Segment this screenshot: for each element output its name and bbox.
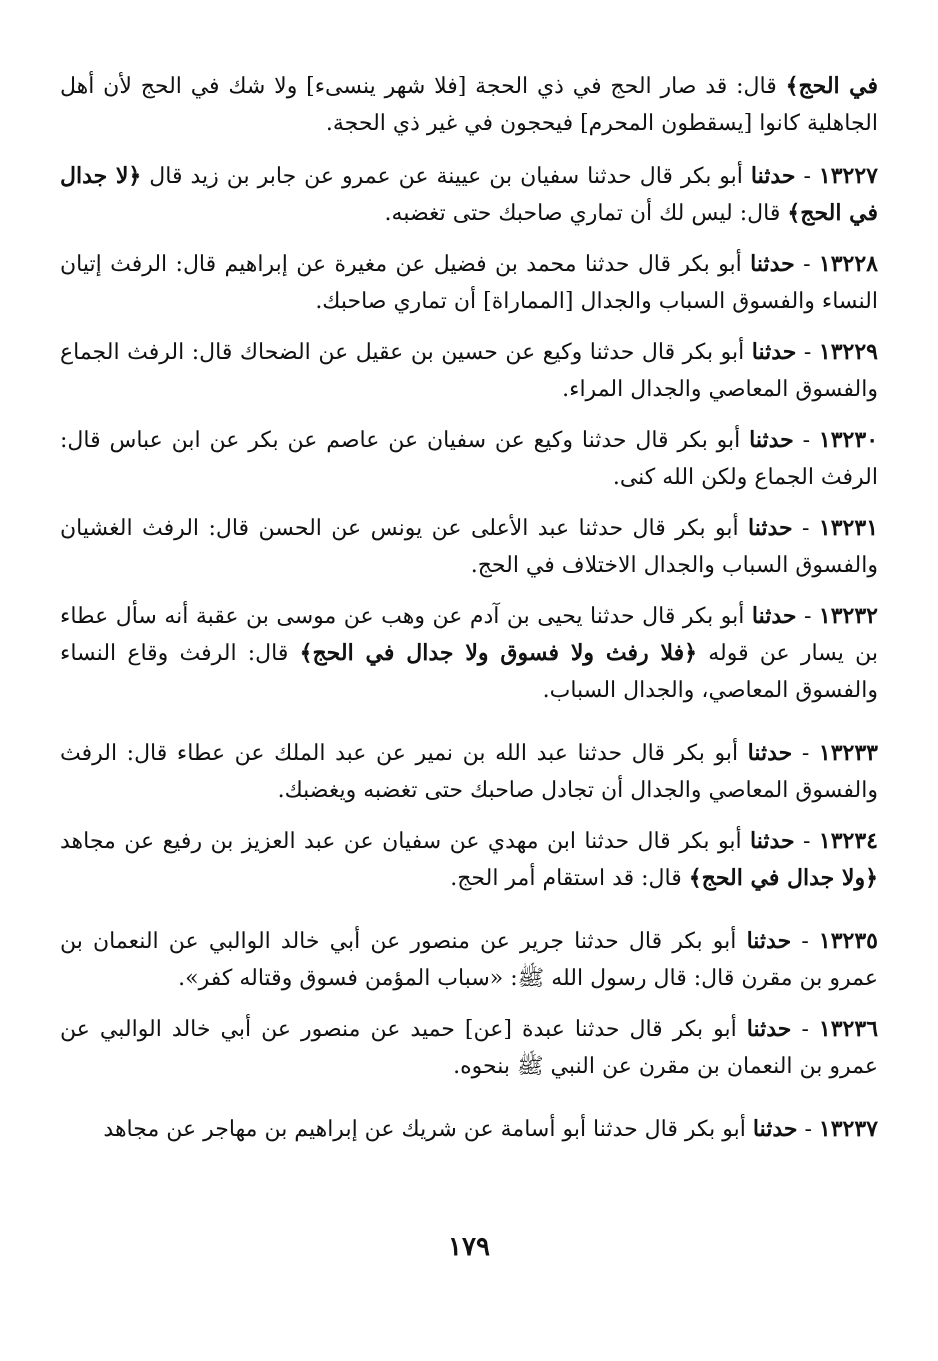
hadith-text: أبو بكر قال حدثنا سفيان بن عيينة عن عمرو عن جابر بن زيد قال (141, 164, 751, 189)
hadith-entry: ١٣٢٣١ - حدثنا أبو بكر قال حدثنا عبد الأعلى عن يونس عن الحسن قال: الرفث الغشيان والفسوق السباب والجدال الاختلاف في الحج. (60, 515, 879, 578)
hadith-text: قال: الرفث وقاع النساء والفسوق المعاصي، والجدال السباب. (60, 641, 878, 703)
hadith-number: ١٣٢٢٧ (818, 163, 878, 189)
hadith-entry: ١٣٢٢٨ - حدثنا أبو بكر قال حدثنا محمد بن فضيل عن مغيرة عن إبراهيم قال: الرفث إتيان النساء والفسوق السباب والجدال [المماراة] أن تماري صاحبك. (60, 251, 878, 314)
hadith-text: أبو بكر قال حدثنا عبد الله بن نمير عن عبد الملك عن عطاء قال: الرفث والفسوق المعاصي والجدال أن تجادل صاحبك حتى تغضبه ويغضبك. (60, 741, 878, 803)
hadith-lead: حدثنا (746, 928, 792, 954)
hadith-text: أبو بكر قال حدثنا وكيع عن حسين بن عقيل عن الضحاك قال: الرفث الجماع والفسوق المعاصي والجدال المراء. (60, 340, 878, 402)
hadith-lead: حدثنا (749, 828, 795, 854)
hadith-text: أبو بكر قال حدثنا وكيع عن سفيان عن عاصم عن بكر عن ابن عباس قال: الرفث الجماع ولكن الله كنى. (60, 428, 878, 490)
hadith-number: ١٣٢٢٩ (818, 339, 878, 365)
hadith-entry: ١٣٢٣٤ - حدثنا أبو بكر قال حدثنا ابن مهدي عن سفيان عن عبد العزيز بن رفيع عن مجاهد ﴿ولا جدال في الحج﴾ قال: قد استقام أمر الحج. (60, 828, 878, 891)
hadith-number: ١٣٢٣٧ (818, 1116, 878, 1142)
hadith-lead: حدثنا (747, 740, 793, 766)
hadith-number: ١٣٢٣٥ (818, 928, 878, 954)
hadith-text: أبو بكر قال حدثنا يحيى بن آدم عن وهب عن موسى بن عقبة أنه سأل عطاء بن يسار عن قوله (60, 604, 878, 666)
hadith-lead: حدثنا (750, 163, 796, 189)
hadith-text: أبو بكر قال حدثنا جرير عن منصور عن أبي خالد الوالبي عن النعمان بن عمرو بن مقرن قال: قال رسول الله ﷺ: «سباب المؤمن فسوق وقتاله كفر». (60, 929, 878, 991)
opening-paragraph (60, 68, 878, 142)
hadith-entry: ١٣٢٣٧ - حدثنا أبو بكر قال حدثنا أبو أسامة عن شريك عن إبراهيم بن مهاجر عن مجاهد (103, 1116, 878, 1142)
quran-quote: ﴿لا جدال في الحج﴾ (60, 163, 878, 226)
page-body (60, 68, 878, 1162)
hadith-number: ١٣٢٣٠ (818, 427, 879, 453)
hadith-lead: حدثنا (752, 1116, 798, 1142)
hadith-text: أبو بكر قال حدثنا عبد الأعلى عن يونس عن الحسن قال: الرفث الغشيان والفسوق السباب والجدال الاختلاف في الحج. (60, 516, 878, 578)
hadith-text: أبو بكر قال حدثنا محمد بن فضيل عن مغيرة عن إبراهيم قال: الرفث إتيان النساء والفسوق السباب والجدال [المماراة] أن تماري صاحبك. (60, 252, 878, 314)
hadith-number: ١٣٢٣١ (818, 515, 879, 541)
hadith-text: قال: ليس لك أن تماري صاحبك حتى تغضبه. (384, 201, 788, 226)
hadith-number: ١٣٢٣٣ (818, 740, 878, 766)
hadith-entry: ١٣٢٣٥ - حدثنا أبو بكر قال حدثنا جرير عن منصور عن أبي خالد الوالبي عن النعمان بن عمرو بن مقرن قال: قال رسول الله ﷺ: «سباب المؤمن فسوق وقتاله كفر». (60, 928, 878, 991)
hadith-text: أبو بكر قال حدثنا أبو أسامة عن شريك عن إبراهيم بن مهاجر عن مجاهد (103, 1117, 753, 1142)
hadith-entry: ١٣٢٣٦ - حدثنا أبو بكر قال حدثنا عبدة [عن] حميد عن منصور عن أبي خالد الوالبي عن عمرو بن النعمان بن مقرن عن النبي ﷺ بنحوه. (60, 1016, 879, 1079)
hadith-number: ١٣٢٣٤ (818, 828, 878, 854)
quran-quote: ﴿ولا جدال في الحج﴾ (688, 865, 878, 891)
hadith-number: ١٣٢٢٨ (818, 251, 878, 277)
hadith-lead: حدثنا (749, 427, 794, 453)
hadith-entry: ١٣٢٣٢ - حدثنا أبو بكر قال حدثنا يحيى بن آدم عن وهب عن موسى بن عقبة أنه سأل عطاء بن يسار عن قوله ﴿فلا رفث ولا فسوق ولا جدال في الحج﴾ قال: الرفث وقاع النساء والفسوق المعاصي، والجدال السباب. (60, 603, 878, 703)
hadith-lead: حدثنا (751, 339, 797, 365)
page-number: ١٧٩ (448, 1232, 490, 1262)
hadith-entry: ١٣٢٣٣ - حدثنا أبو بكر قال حدثنا عبد الله بن نمير عن عبد الملك عن عطاء قال: الرفث والفسوق المعاصي والجدال أن تجادل صاحبك حتى تغضبه ويغضبك. (60, 740, 878, 803)
hadith-lead: حدثنا (751, 603, 797, 629)
paragraph-text: قال: قد صار الحج في ذي الحجة [فلا شهر ينسىء] ولا شك في الحج لأن أهل الجاهلية كانوا [يسقطون المحرم] فيحجون في غير ذي الحجة. (60, 74, 878, 136)
hadith-lead: حدثنا (748, 515, 793, 541)
hadith-text: قال: قد استقام أمر الحج. (450, 866, 689, 891)
quran-quote: ﴿فلا رفث ولا فسوق ولا جدال في الحج﴾ (299, 640, 698, 666)
hadith-entry: ١٣٢٢٧ - حدثنا أبو بكر قال حدثنا سفيان بن عيينة عن عمرو عن جابر بن زيد قال ﴿لا جدال في الحج﴾ قال: ليس لك أن تماري صاحبك حتى تغضبه. (60, 163, 878, 226)
hadith-entry: ١٣٢٢٩ - حدثنا أبو بكر قال حدثنا وكيع عن حسين بن عقيل عن الضحاك قال: الرفث الجماع والفسوق المعاصي والجدال المراء. (60, 339, 878, 402)
hadith-text: أبو بكر قال حدثنا عبدة [عن] حميد عن منصور عن أبي خالد الوالبي عن عمرو بن النعمان بن مقرن عن النبي ﷺ بنحوه. (60, 1017, 878, 1079)
hadith-lead: حدثنا (746, 1016, 792, 1042)
hadith-entry: ١٣٢٣٠ - حدثنا أبو بكر قال حدثنا وكيع عن سفيان عن عاصم عن بكر عن ابن عباس قال: الرفث الجماع ولكن الله كنى. (60, 427, 879, 490)
hadith-lead: حدثنا (750, 251, 795, 277)
hadith-number: ١٣٢٣٦ (818, 1016, 879, 1042)
hadith-number: ١٣٢٣٢ (818, 603, 878, 629)
hadith-text: أبو بكر قال حدثنا ابن مهدي عن سفيان عن عبد العزيز بن رفيع عن مجاهد (60, 829, 750, 854)
quran-quote: في الحج﴾ (785, 73, 878, 99)
